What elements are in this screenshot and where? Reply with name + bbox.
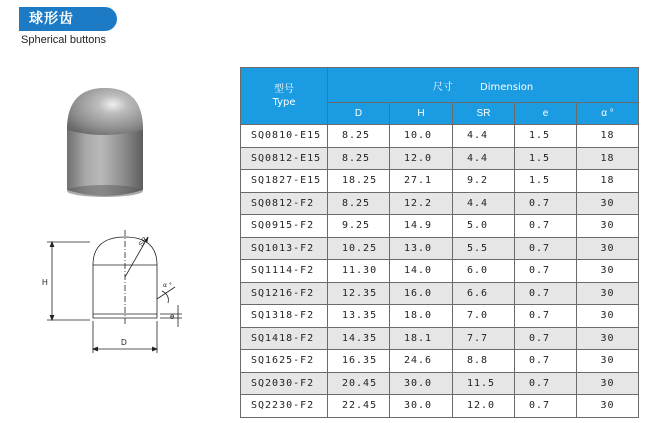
cell-d: 8.25	[328, 192, 390, 215]
cell-sr: 8.8	[453, 350, 515, 373]
table-row	[241, 350, 639, 373]
table-row	[241, 192, 639, 215]
cell-h: 14.0	[390, 260, 453, 283]
cell-h: 24.6	[390, 350, 453, 373]
section-subtitle: Spherical buttons	[21, 34, 106, 46]
table-row	[241, 372, 639, 395]
cell-e: 1.5	[515, 170, 577, 193]
cell-type: SQ1827-E15	[241, 170, 328, 193]
table-row	[241, 147, 639, 170]
cell-d: 8.25	[328, 147, 390, 170]
cell-d: 13.35	[328, 305, 390, 328]
cell-h: 16.0	[390, 282, 453, 305]
cell-alpha: 18	[577, 125, 639, 148]
cell-d: 9.25	[328, 215, 390, 238]
dimension-drawing	[30, 225, 190, 360]
cell-e: 1.5	[515, 147, 577, 170]
cell-sr: 9.2	[453, 170, 515, 193]
cell-type: SQ1114-F2	[241, 260, 328, 283]
col-header-e: e	[515, 103, 577, 125]
col-header-h: H	[390, 103, 453, 125]
cell-alpha: 30	[577, 237, 639, 260]
cell-type: SQ1418-F2	[241, 327, 328, 350]
cell-e: 0.7	[515, 327, 577, 350]
table-row	[241, 215, 639, 238]
dimension-header	[328, 68, 639, 103]
cell-h: 14.9	[390, 215, 453, 238]
cell-sr: 6.0	[453, 260, 515, 283]
dimension-header-en: Dimension	[480, 81, 534, 93]
cell-d: 11.30	[328, 260, 390, 283]
cell-sr: 5.0	[453, 215, 515, 238]
cell-e: 0.7	[515, 260, 577, 283]
cell-alpha: 30	[577, 327, 639, 350]
cell-type: SQ1013-F2	[241, 237, 328, 260]
cell-alpha: 18	[577, 147, 639, 170]
cell-type: SQ0812-F2	[241, 192, 328, 215]
cell-e: 1.5	[515, 125, 577, 148]
cell-sr: 7.7	[453, 327, 515, 350]
cell-d: 12.35	[328, 282, 390, 305]
cell-e: 0.7	[515, 237, 577, 260]
type-header-en: Type	[272, 97, 296, 108]
cell-h: 30.0	[390, 395, 453, 418]
cell-alpha: 30	[577, 282, 639, 305]
cell-h: 18.0	[390, 305, 453, 328]
dimension-header-cn: 尺寸	[432, 81, 453, 93]
cell-e: 0.7	[515, 305, 577, 328]
e-label: e	[170, 312, 175, 321]
cell-alpha: 30	[577, 350, 639, 373]
cell-d: 10.25	[328, 237, 390, 260]
table-row	[241, 305, 639, 328]
cell-type: SQ1318-F2	[241, 305, 328, 328]
cell-e: 0.7	[515, 282, 577, 305]
cell-e: 0.7	[515, 350, 577, 373]
table-row	[241, 282, 639, 305]
table-row	[241, 125, 639, 148]
cell-alpha: 30	[577, 372, 639, 395]
cell-d: 14.35	[328, 327, 390, 350]
cell-sr: 7.0	[453, 305, 515, 328]
cell-sr: 4.4	[453, 192, 515, 215]
cell-sr: 4.4	[453, 125, 515, 148]
cell-sr: 6.6	[453, 282, 515, 305]
type-header	[241, 68, 328, 125]
cell-h: 12.2	[390, 192, 453, 215]
cell-type: SQ0810-E15	[241, 125, 328, 148]
spec-table-body	[241, 125, 639, 418]
cell-h: 13.0	[390, 237, 453, 260]
cell-sr: 11.5	[453, 372, 515, 395]
cell-h: 10.0	[390, 125, 453, 148]
cell-d: 20.45	[328, 372, 390, 395]
type-header-cn: 型号	[274, 84, 294, 95]
table-row	[241, 237, 639, 260]
cell-type: SQ1625-F2	[241, 350, 328, 373]
cell-alpha: 30	[577, 215, 639, 238]
cell-h: 27.1	[390, 170, 453, 193]
cell-h: 12.0	[390, 147, 453, 170]
cell-e: 0.7	[515, 192, 577, 215]
cell-type: SQ1216-F2	[241, 282, 328, 305]
cell-h: 18.1	[390, 327, 453, 350]
cell-sr: 5.5	[453, 237, 515, 260]
cell-type: SQ2230-F2	[241, 395, 328, 418]
button-photo	[55, 78, 155, 208]
cell-sr: 12.0	[453, 395, 515, 418]
col-header-alpha: α °	[577, 103, 639, 125]
cell-alpha: 18	[577, 170, 639, 193]
table-row	[241, 260, 639, 283]
cell-e: 0.7	[515, 215, 577, 238]
section-title-tag	[19, 7, 117, 31]
cell-alpha: 30	[577, 305, 639, 328]
cell-e: 0.7	[515, 395, 577, 418]
cell-type: SQ0812-E15	[241, 147, 328, 170]
alpha-label: α °	[163, 282, 172, 289]
col-header-d: D	[328, 103, 390, 125]
cell-type: SQ2030-F2	[241, 372, 328, 395]
cell-alpha: 30	[577, 260, 639, 283]
cell-d: 22.45	[328, 395, 390, 418]
cell-d: 18.25	[328, 170, 390, 193]
cell-sr: 4.4	[453, 147, 515, 170]
h-label: H	[42, 278, 48, 287]
sr-label: SR	[137, 236, 150, 249]
col-header-sr: SR	[453, 103, 515, 125]
table-row	[241, 327, 639, 350]
cell-alpha: 30	[577, 192, 639, 215]
cell-d: 8.25	[328, 125, 390, 148]
d-label: D	[121, 338, 127, 347]
cell-e: 0.7	[515, 372, 577, 395]
cell-h: 30.0	[390, 372, 453, 395]
table-row	[241, 395, 639, 418]
section-title: 球形齿	[29, 11, 74, 27]
table-row	[241, 170, 639, 193]
cell-d: 16.35	[328, 350, 390, 373]
spec-table	[240, 67, 639, 418]
cell-alpha: 30	[577, 395, 639, 418]
cell-type: SQ0915-F2	[241, 215, 328, 238]
